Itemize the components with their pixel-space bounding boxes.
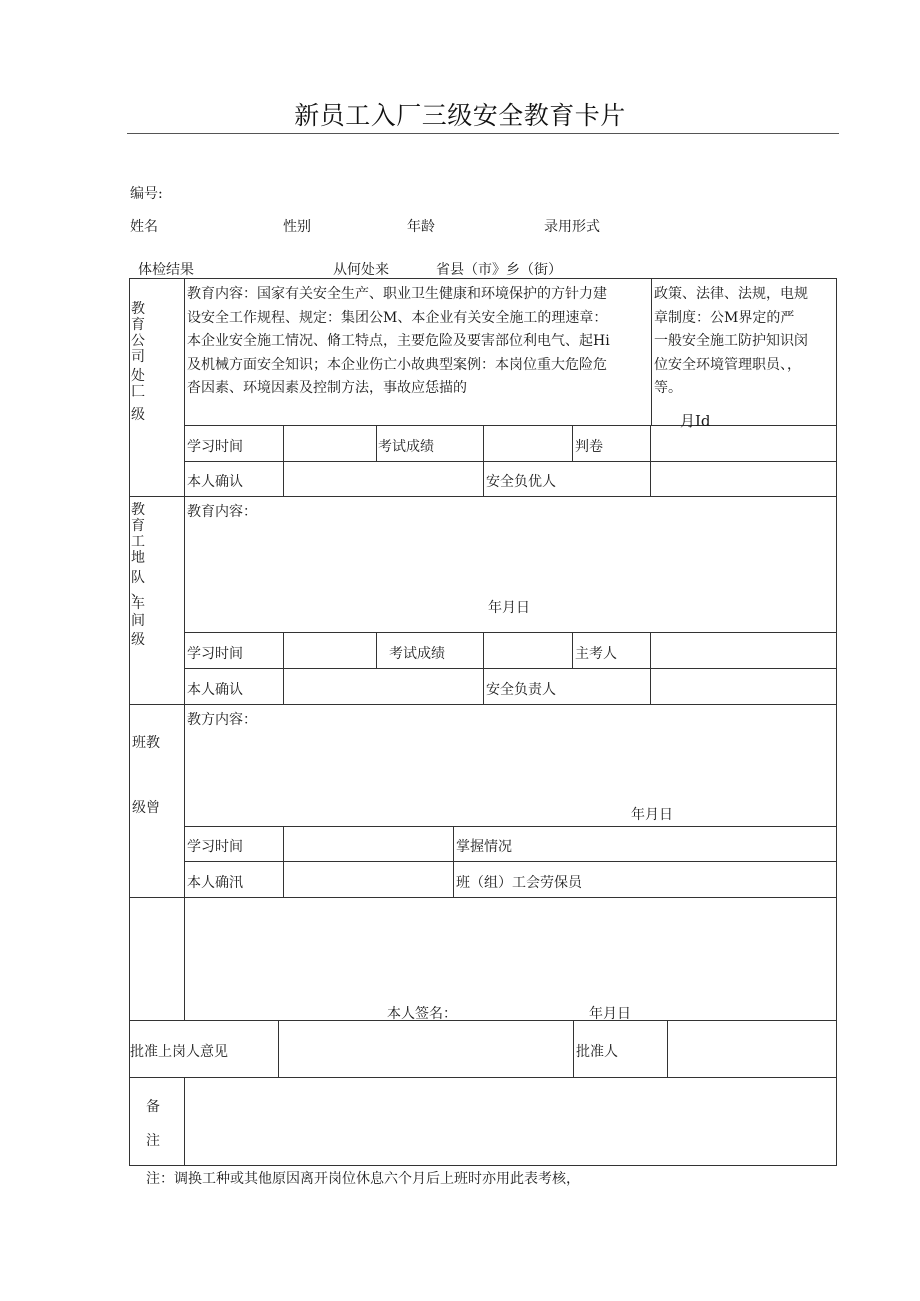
label-char: 公 bbox=[131, 333, 145, 350]
col-line bbox=[283, 632, 284, 704]
content-line: 设安全工作规程、规定：集团公M、本企业有关安全施工的理速章： bbox=[187, 309, 608, 326]
col-line bbox=[667, 1020, 668, 1077]
label-char: 教 bbox=[131, 301, 145, 317]
table-border-top bbox=[129, 278, 837, 279]
col-line bbox=[376, 632, 377, 668]
col-line bbox=[650, 632, 651, 704]
label-char: 工 bbox=[131, 534, 145, 551]
company-education-content bbox=[187, 283, 610, 401]
section-line bbox=[129, 1077, 837, 1078]
label-char: 教 bbox=[131, 502, 145, 518]
signature-date: 年月日 bbox=[589, 1006, 631, 1022]
name-label: 姓名 bbox=[130, 219, 158, 235]
footnote: 注：调换工种或其他原因离开岗位休息六个月后上班时亦用此表考核， bbox=[146, 1171, 580, 1187]
union-officer-label: 班（组）工会劳保员 bbox=[456, 875, 582, 891]
health-check-label: 体检结果 bbox=[138, 262, 194, 278]
remarks-label-char: 备 bbox=[146, 1099, 160, 1115]
content-line: 及机械方面安全知识；本企业伤亡小故典型案例：本岗位重大危险危 bbox=[187, 356, 607, 373]
exam-score-label: 考试成绩 bbox=[378, 439, 434, 455]
examiner-label: 主考人 bbox=[575, 646, 617, 662]
label-char: 司 bbox=[131, 349, 145, 366]
label-char: 匚 bbox=[131, 384, 145, 401]
content-line: 沓因素、环境因素及控制方法，事故应恁描的 bbox=[187, 380, 467, 396]
mastery-label: 掌握情况 bbox=[456, 839, 512, 855]
team-level-date: 年月日 bbox=[631, 807, 673, 823]
site-education-content-label: 教育内容： bbox=[187, 504, 257, 520]
table-border-left bbox=[129, 278, 130, 1166]
safety-officer-label: 安全负责人 bbox=[486, 682, 556, 698]
row-line bbox=[184, 461, 837, 462]
section-line bbox=[129, 897, 837, 898]
content-line: 政策、法律、法规，电规 bbox=[654, 286, 808, 302]
company-education-content-continued bbox=[654, 283, 808, 401]
label-char: 级 bbox=[131, 406, 145, 423]
exam-score-label: 考试成绩 bbox=[389, 646, 445, 662]
remarks-column-divider bbox=[184, 1077, 185, 1166]
approval-opinion-label: 批准上岗人意见 bbox=[130, 1044, 228, 1060]
label-char: 育 bbox=[131, 317, 145, 334]
row-line bbox=[184, 668, 837, 669]
age-label: 年龄 bbox=[407, 219, 435, 235]
serial-number-label: 编号: bbox=[130, 186, 163, 202]
label-char: 地 bbox=[131, 550, 145, 567]
label-char: 级 bbox=[131, 631, 145, 648]
label-char: 育 bbox=[131, 518, 145, 535]
page-title: 新员工入厂三级安全教育卡片 bbox=[294, 101, 626, 130]
content-line: 章制度：公M界定的严 bbox=[654, 309, 795, 326]
origin-address: 省县（市》乡（街） bbox=[436, 262, 562, 278]
col-line bbox=[283, 826, 284, 897]
col-line bbox=[651, 278, 652, 425]
content-line: 位安全环境管理职员、， bbox=[654, 356, 801, 373]
row-line bbox=[184, 826, 837, 827]
study-time-label: 学习时间 bbox=[187, 646, 243, 662]
title-underline bbox=[127, 133, 839, 134]
origin-label: 从何处来 bbox=[333, 262, 389, 278]
label-column-divider bbox=[184, 278, 185, 1020]
team-level-label-top: 班教 bbox=[132, 735, 160, 751]
self-confirm-label: 本人确认 bbox=[187, 682, 243, 698]
company-level-date: 月Id bbox=[680, 412, 711, 430]
section-line bbox=[129, 704, 837, 705]
label-char: 车 bbox=[131, 596, 145, 613]
safety-officer-label: 安全负优人 bbox=[486, 474, 556, 490]
hire-type-label: 录用形式 bbox=[544, 219, 600, 235]
company-level-label bbox=[131, 301, 145, 423]
section-line bbox=[129, 1020, 837, 1021]
section-line bbox=[129, 496, 837, 497]
remarks-label-char: 注 bbox=[146, 1133, 160, 1149]
row-line bbox=[184, 425, 837, 426]
content-line: 本企业安全施工情况、脩工特点，主要危险及要害部位利电气、起Hi bbox=[187, 333, 610, 349]
approver-label: 批准人 bbox=[576, 1044, 618, 1060]
row-line bbox=[184, 632, 837, 633]
content-line: 教育内容：国家有关安全生产、职业卫生健康和环境保护的方针力建 bbox=[187, 286, 607, 302]
signature-label: 本人签名： bbox=[387, 1006, 457, 1022]
study-time-label: 学习时间 bbox=[187, 439, 243, 455]
col-line bbox=[573, 1020, 574, 1077]
study-time-label: 学习时间 bbox=[187, 839, 243, 855]
table-border-bottom bbox=[129, 1165, 837, 1166]
col-line bbox=[483, 425, 484, 496]
content-line: 一般安全施工防护知识闵 bbox=[654, 333, 808, 349]
site-level-date: 年月日 bbox=[488, 600, 530, 616]
site-level-label bbox=[131, 502, 145, 648]
row-line bbox=[184, 861, 837, 862]
col-line bbox=[376, 425, 377, 461]
label-char: 间 bbox=[131, 612, 145, 629]
col-line bbox=[483, 632, 484, 704]
col-line bbox=[283, 425, 284, 496]
content-line: 等。 bbox=[654, 380, 682, 396]
label-char: 处 bbox=[131, 368, 145, 385]
self-confirm-label: 本人确汛 bbox=[187, 875, 243, 891]
col-line bbox=[572, 425, 573, 461]
col-line bbox=[278, 1020, 279, 1077]
col-line bbox=[572, 632, 573, 668]
grader-label: 判卷 bbox=[575, 439, 603, 455]
gender-label: 性别 bbox=[283, 219, 311, 235]
team-education-content-label: 教方内容： bbox=[187, 712, 257, 728]
col-line bbox=[650, 425, 651, 496]
label-char: 队 bbox=[131, 570, 145, 587]
team-level-label-bottom: 级曾 bbox=[132, 800, 160, 816]
self-confirm-label: 本人确认 bbox=[187, 474, 243, 490]
col-line bbox=[453, 826, 454, 897]
label-char: 、 bbox=[131, 584, 145, 601]
table-border-right bbox=[836, 278, 837, 1166]
